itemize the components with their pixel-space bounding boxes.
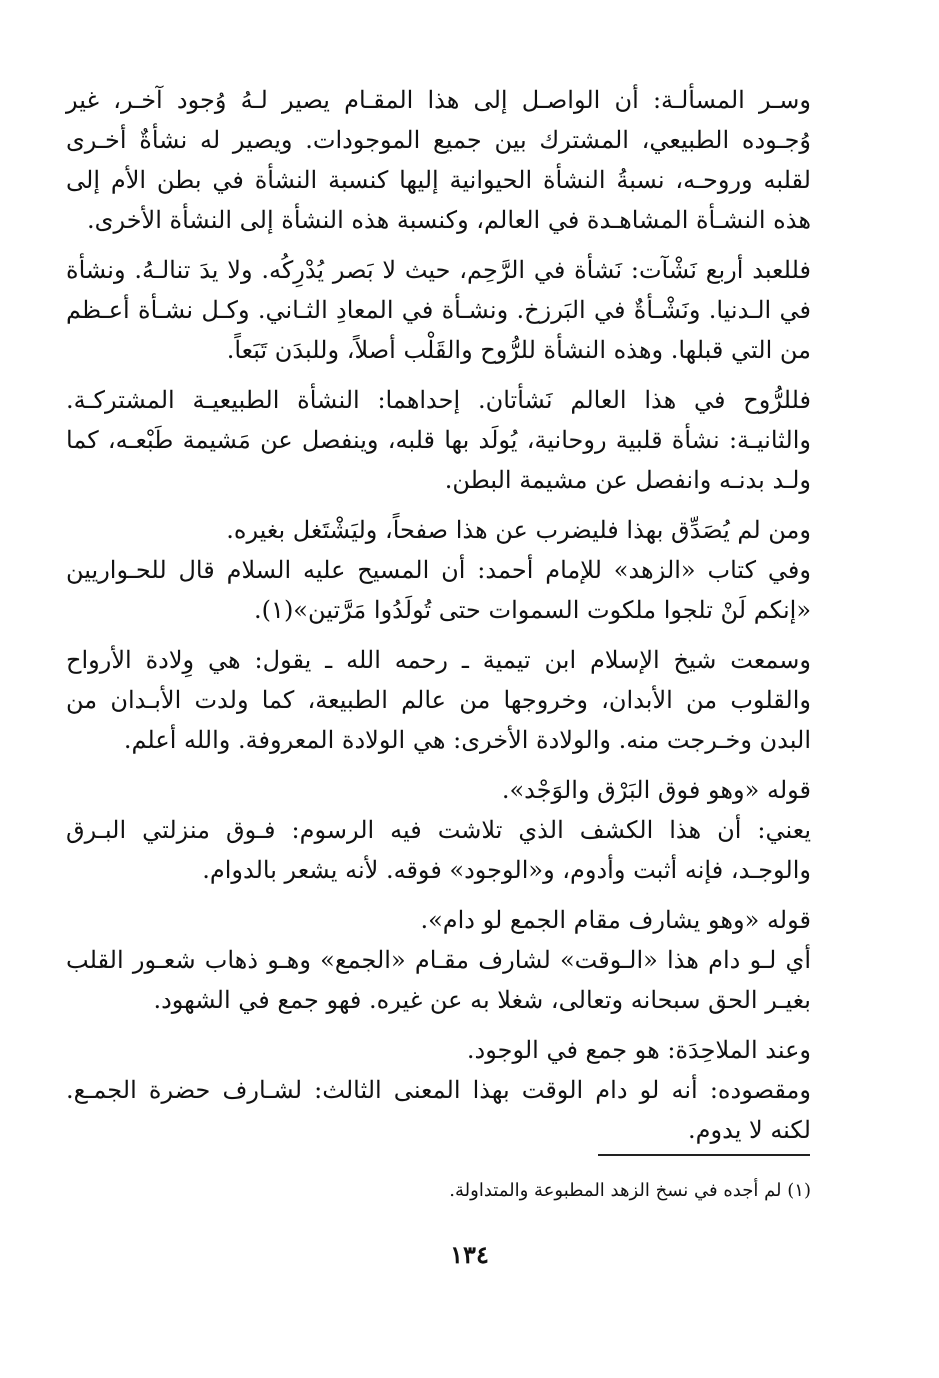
page-body (66, 80, 811, 1160)
page-number: ١٣٤ (450, 1240, 489, 1269)
paragraph-9: قوله «وهو يشارف مقام الجمع لو دام». (420, 906, 811, 934)
paragraph-8: يعني: أن هذا الكشف الذي تلاشت فيه الرسوم: فـوق منزلتي البـرق والوجـد، فإنه أثبت وأدوم، و«الوجود» فوقه. لأنه يشعر بالدوام. (66, 816, 811, 884)
paragraph-3: فللرُّوح في هذا العالم نَشأتان. إحداهما: النشأة الطبيعيـة المشتركـة. والثانيـة: نشأة قلبية روحانية، يُولَد بها قلبه، وينفصل عن مَشيمة طَبْعـه، كما ولـد بدنـه وانفصل عن مشيمة البطن. (66, 386, 811, 494)
paragraph-11: وعند الملاحِدَة: هو جمع في الوجود. (466, 1036, 811, 1064)
paragraph-1: وسـر المسألـة: أن الواصـل إلى هذا المقـام يصير لـهُ وُجود آخـر، غير وُجـوده الطبيعي، المشترك بين جميع الموجودات. ويصير له نشأةٌ أخـرى لقلبه وروحـه، نسبةُ النشأة الحيوانية إليها كنسبة النشأة في بطن الأم إلى هذه النشـأة المشاهـدة في العالم، وكنسبة هذه النشأة إلى النشأة الأخرى. (66, 86, 811, 234)
paragraph-7: قوله «وهو فوق البَرْق والوَجْد». (501, 776, 811, 804)
footnote: (١) لم أجده في نسخ الزهد المطبوعة والمتداولة. (449, 1180, 811, 1201)
paragraph-2: فللعبد أربع نَشْآت: نَشأة في الرَّحِم، حيث لا بَصر يُدْرِكُه. ولا يدَ تنالـهُ. ونشأة في الـدنيا. ونَشْـأةٌ في البَرزخ. ونشـأة في المعادِ الثـاني. وكـل نشـأة أعـظم من التي قبلها. وهذه النشأة للرُّوح والقَلْب أصلاً، وللبدَن تَبَعاً. (66, 256, 811, 364)
paragraph-4: ومن لم يُصَدِّق بهذا فليضرب عن هذا صفحاً، وليَشْتَغل بغيره. (226, 516, 811, 544)
paragraph-10: أي لـو دام هذا «الـوقت» لشارف مقـام «الجمع» وهـو ذهاب شعـور القلب بغيـر الحق سبحانه وتعالى، شغلا به عن غيره. فهو جمع في الشهود. (66, 946, 811, 1014)
paragraph-5: وفي كتاب «الزهد» للإمام أحمد: أن المسيح عليه السلام قال للحـواريين «إنكم لَنْ تلجوا ملكوت السموات حتى تُولَدُوا مَرَّتين»(١). (66, 556, 811, 624)
paragraph-12: ومقصوده: أنه لو دام الوقت بهذا المعنى الثالث: لشـارف حضرة الجمـع. لكنه لا يدوم. (66, 1076, 811, 1144)
paragraph-6: وسمعت شيخ الإسلام ابن تيمية ـ رحمه الله ـ يقول: هي وِلادة الأرواح والقلوب من الأبدان، وخروجها من عالم الطبيعة، كما ولدت الأبـدان من البدن وخـرجت منه. والولادة الأخرى: هي الولادة المعروفة. والله أعلم. (66, 646, 811, 754)
footnote-divider (598, 1154, 810, 1156)
